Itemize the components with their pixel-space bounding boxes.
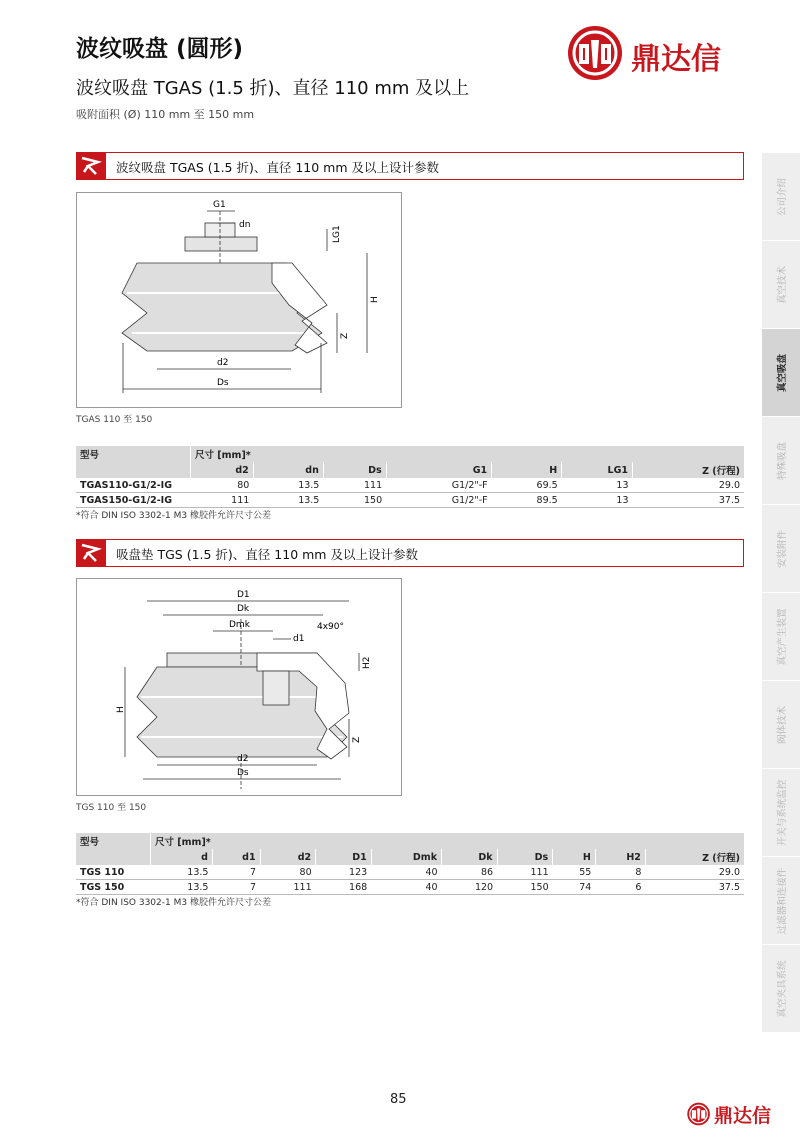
cell: 13.5 [253,478,323,493]
brand-emblem-icon [686,1101,712,1127]
section1-note: *符合 DIN ISO 3302-1 M3 橡胶件允许尺寸公差 [76,511,271,521]
brand-name: 鼎达信 [631,42,721,77]
row-model: TGS 150 [76,880,151,895]
cell: 69.5 [492,478,562,493]
tab-gripper-systems[interactable] [762,944,800,1032]
dims-header: 尺寸 [mm]* [151,833,745,849]
section1-heading: 波纹吸盘 TGAS (1.5 折)、直径 110 mm 及以上设计参数 [116,160,439,175]
col-header: d [151,849,213,865]
label-h2: H2 [362,656,372,669]
row-model: TGAS150-G1/2-IG [76,493,191,508]
col-header: d2 [260,849,316,865]
col-header: H [492,462,562,478]
tab-label: 真空产生装置 [777,607,788,666]
cell: 150 [497,880,553,895]
label-chamfer: 4x90° [317,622,345,632]
label-g1: G1 [213,200,226,210]
label-dn: dn [239,220,251,230]
cell: 29.0 [633,478,745,493]
col-header: G1 [386,462,492,478]
table-row [76,493,744,508]
cell: 7 [212,880,260,895]
tab-label: 安装附件 [777,529,788,568]
cell: 80 [260,865,316,880]
tab-vacuum-generators[interactable] [762,592,800,680]
section2-heading-bar [76,539,744,567]
tab-label: 真空夹具系统 [777,959,788,1018]
brand-logo [565,24,755,82]
label-d1-outer: D1 [237,590,250,600]
label-ds: Ds [217,378,229,388]
row-model: TGS 110 [76,865,151,880]
section2-heading: 吸盘垫 TGS (1.5 折)、直径 110 mm 及以上设计参数 [116,547,418,562]
cell: 8 [595,865,645,880]
model-header: 型号 [76,446,191,462]
cell: 13.5 [253,493,323,508]
label-d2: d2 [217,358,229,368]
tab-valves[interactable] [762,680,800,768]
label-dk: Dk [237,604,250,614]
label-d1: d1 [293,634,305,644]
cell: 111 [191,493,254,508]
col-header: d1 [212,849,260,865]
page-number: 85 [390,1092,407,1107]
label-dmk: Dmk [229,620,250,630]
tgas-spec-table [76,446,744,508]
cell: G1/2"-F [386,478,492,493]
tab-company[interactable] [762,152,800,240]
cell: 111 [323,478,386,493]
col-header: dn [253,462,323,478]
tab-special-cups[interactable] [762,416,800,504]
label-z: Z [352,736,362,743]
section2-caption: TGS 110 至 150 [76,803,147,813]
dims-header: 尺寸 [mm]* [191,446,745,462]
label-h: H [370,296,380,303]
cell: 111 [260,880,316,895]
cell: 13 [562,493,633,508]
col-header: d2 [191,462,254,478]
tab-label: 真空吸盘 [777,353,788,392]
label-d2: d2 [237,754,249,764]
col-header: Z (行程) [645,849,744,865]
cell: 29.0 [645,865,744,880]
model-header: 型号 [76,833,151,849]
table-row [76,880,744,895]
col-header: H [553,849,596,865]
tab-label: 真空技术 [777,265,788,304]
tgs-technical-drawing [76,578,402,796]
section-flag-icon [76,152,106,180]
tab-filters[interactable] [762,856,800,944]
tab-mounting[interactable] [762,504,800,592]
col-header: Dmk [371,849,441,865]
cell: 123 [316,865,372,880]
section-flag-icon [76,539,106,567]
cell: 13 [562,478,633,493]
section2-note: *符合 DIN ISO 3302-1 M3 橡胶件允许尺寸公差 [76,898,271,908]
col-header: Ds [497,849,553,865]
label-ds: Ds [237,768,249,778]
footer-brand-logo [686,1098,790,1130]
tab-vacuum-cups[interactable] [762,328,800,416]
tab-switches[interactable] [762,768,800,856]
cell: 89.5 [492,493,562,508]
section1-caption: TGAS 110 至 150 [76,415,153,425]
col-header: D1 [316,849,372,865]
col-header: Z (行程) [633,462,745,478]
cell: 86 [442,865,498,880]
footer-brand-name: 鼎达信 [714,1105,772,1127]
tgas-technical-drawing [76,192,402,408]
cell: 13.5 [151,865,213,880]
col-header: LG1 [562,462,633,478]
cell: 40 [371,865,441,880]
cell: 6 [595,880,645,895]
col-header: Ds [323,462,386,478]
tab-label: 特殊吸盘 [777,441,788,480]
tgs-spec-table [76,833,744,895]
label-z: Z [340,332,350,339]
table-row [76,865,744,880]
cell: 120 [442,880,498,895]
cell: 150 [323,493,386,508]
cell: 37.5 [645,880,744,895]
table-row [76,478,744,493]
cell: 55 [553,865,596,880]
col-header: Dk [442,849,498,865]
tab-label: 过滤器和连接件 [777,867,788,934]
label-h: H [116,706,126,713]
brand-emblem-icon [565,24,627,82]
page-title: 波纹吸盘 (圆形) [76,36,244,62]
tab-label: 开关与系统监控 [777,779,788,846]
row-model: TGAS110-G1/2-IG [76,478,191,493]
cell: 111 [497,865,553,880]
cell: 13.5 [151,880,213,895]
tab-vacuum-tech[interactable] [762,240,800,328]
cell: 40 [371,880,441,895]
cell: 7 [212,865,260,880]
tab-label: 阀体技术 [777,705,788,744]
page-subtitle: 波纹吸盘 TGAS (1.5 折)、直径 110 mm 及以上 [76,78,470,99]
cell: 168 [316,880,372,895]
page-subtitle-secondary: 吸附面积 (Ø) 110 mm 至 150 mm [76,108,255,121]
label-lg1: LG1 [332,225,342,243]
cell: G1/2"-F [386,493,492,508]
cell: 74 [553,880,596,895]
col-header: H2 [595,849,645,865]
cell: 37.5 [633,493,745,508]
section1-heading-bar [76,152,744,180]
cell: 80 [191,478,254,493]
tab-label: 公司介绍 [777,177,788,216]
